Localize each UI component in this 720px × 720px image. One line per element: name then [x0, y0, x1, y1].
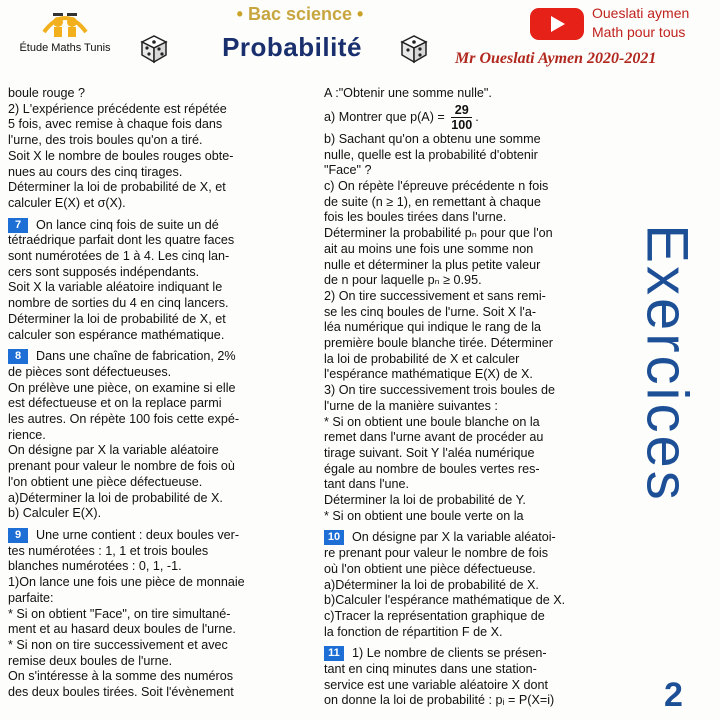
- continued-exercise: boule rouge ? 2) L'expérience précédente est répétée 5 fois, avec remise à chaque fois dans l'urne, des trois boules qu'on a tiré. Soit X le nombre de boules rouges obte- nues au cours des cinq tirages. Déterminer la loi de probabilité de X, et calculer E(X) et σ(X).: [8, 86, 234, 210]
- series-title: Bac science: [247, 4, 353, 24]
- page-header: [0, 0, 720, 84]
- youtube-icon: [528, 6, 586, 42]
- fraction: $\frac{29}{100}$: [451, 102, 473, 132]
- youtube-channel-name: Oueslati aymen Math pour tous: [592, 5, 690, 40]
- site-logo: [10, 2, 120, 64]
- exercise-9-continued: A :"Obtenir une somme nulle". a) Montrer que p(A) = $\frac{29}{100}$ . b) Sachant qu'on a obtenu une somme nulle, quelle est la probabilité d'obtenir "Face" ? c) On répète l'épreuve précédente n fois de suite (n ≥ 1), en remettant à chaque fois les boules tirées dans l'urne. Déterminer la probabilité pₙ pour que l'on ait au moins une fois une somme non nulle et déterminer la plus petite valeur de n pour laquelle pₙ ≥ 0.95. 2) On tire successivement et sans remi- se les cinq boules de l'urne. Soit X l'a- léa numérique qui indique le rang de la première boule blanche tirée. Déterminer la loi de probabilité de X et calculer l'espérance mathématique E(X) de X. 3) On tire successivement trois boules de l'urne de la manière suivantes : * Si on obtient une boule blanche on la remet dans l'urne avant de procéder au tirage suivant. Soit Y l'aléa numérique égale au nombre de boules vertes res- tant dans l'une. Déterminer la loi de probabilité de Y. * Si on obtient une boule verte on la: [324, 86, 620, 524]
- exercise-number-badge: 7: [8, 218, 28, 233]
- teacher-name: Mr Oueslati Aymen 2020-2021: [455, 50, 657, 67]
- exercise-10: 10 On désigne par X la variable aléatoi- re prenant pour valeur le nombre de fois où l'on obtient une pièce défectueuse. a)Déterminer la loi de probabilité de X. b)Calculer l'espérance mathématique de X. c)Tracer la représentation graphique de la fonction de répartition F de X.: [324, 530, 566, 639]
- exercise-number-badge: 9: [8, 528, 28, 543]
- series-label: • Bac science •: [236, 4, 364, 24]
- exercise-number-badge: 8: [8, 349, 28, 364]
- page-title: Probabilité: [222, 32, 362, 62]
- side-banner: [636, 150, 698, 550]
- right-column: [324, 86, 620, 709]
- side-label: Exercices: [634, 224, 700, 503]
- exercise-number-badge: 10: [324, 530, 344, 545]
- exercise-11: 11 1) Le nombre de clients se présen- tant en cinq minutes dans une station- service est une variable aléatoire X dont on donne la loi de probabilité : pᵢ = P(X=i): [324, 646, 555, 708]
- logo-text: Étude Maths Tunis: [19, 42, 111, 54]
- graduates-logo-icon: [40, 2, 90, 38]
- dice-icon: [138, 32, 170, 64]
- exercise-8: 8 Dans une chaîne de fabrication, 2% de pièces sont défectueuses. On prélève une pièce, on examine si elle est défectueuse et on la replace parmi les autres. On répète 100 fois cette expé- rience. On désigne par X la variable aléatoire prenant pour valeur le nombre de fois où l'on obtient une pièce défectueuse. a)Déterminer la loi de probabilité de X. b) Calculer E(X).: [8, 349, 240, 521]
- exercise-number-badge: 11: [324, 646, 344, 661]
- left-column: [8, 86, 306, 701]
- exercise-7: 7 On lance cinq fois de suite un dé tétraédrique parfait dont les quatre faces sont numérotées de 1 à 4. Les cinq lan- cers sont supposés indépendants. Soit X la variable aléatoire indiquant le nombre de sorties du 4 en cinq lancers. Déterminer la loi de probabilité de X, et calculer son espérance mathématique.: [8, 217, 235, 342]
- dice-icon: [398, 32, 430, 64]
- page-number: 2: [664, 676, 683, 714]
- exercise-9: 9 Une urne contient : deux boules ver- tes numérotées : 1, 1 et trois boules blanches numérotées : 0, 1, -1. 1)On lance une fois une pièce de monnaie parfaite: * Si on obtient "Face", on tire simultané- ment et au hasard deux boules de l'urne. * Si non on tire successivement et avec remise deux boules de l'urne. On s'intéresse à la somme des numéros des deux boules tirées. Soit l'évènement: [8, 527, 245, 700]
- probability-formula: a) Montrer que p(A) = $\frac{29}{100}$ .: [324, 102, 479, 132]
